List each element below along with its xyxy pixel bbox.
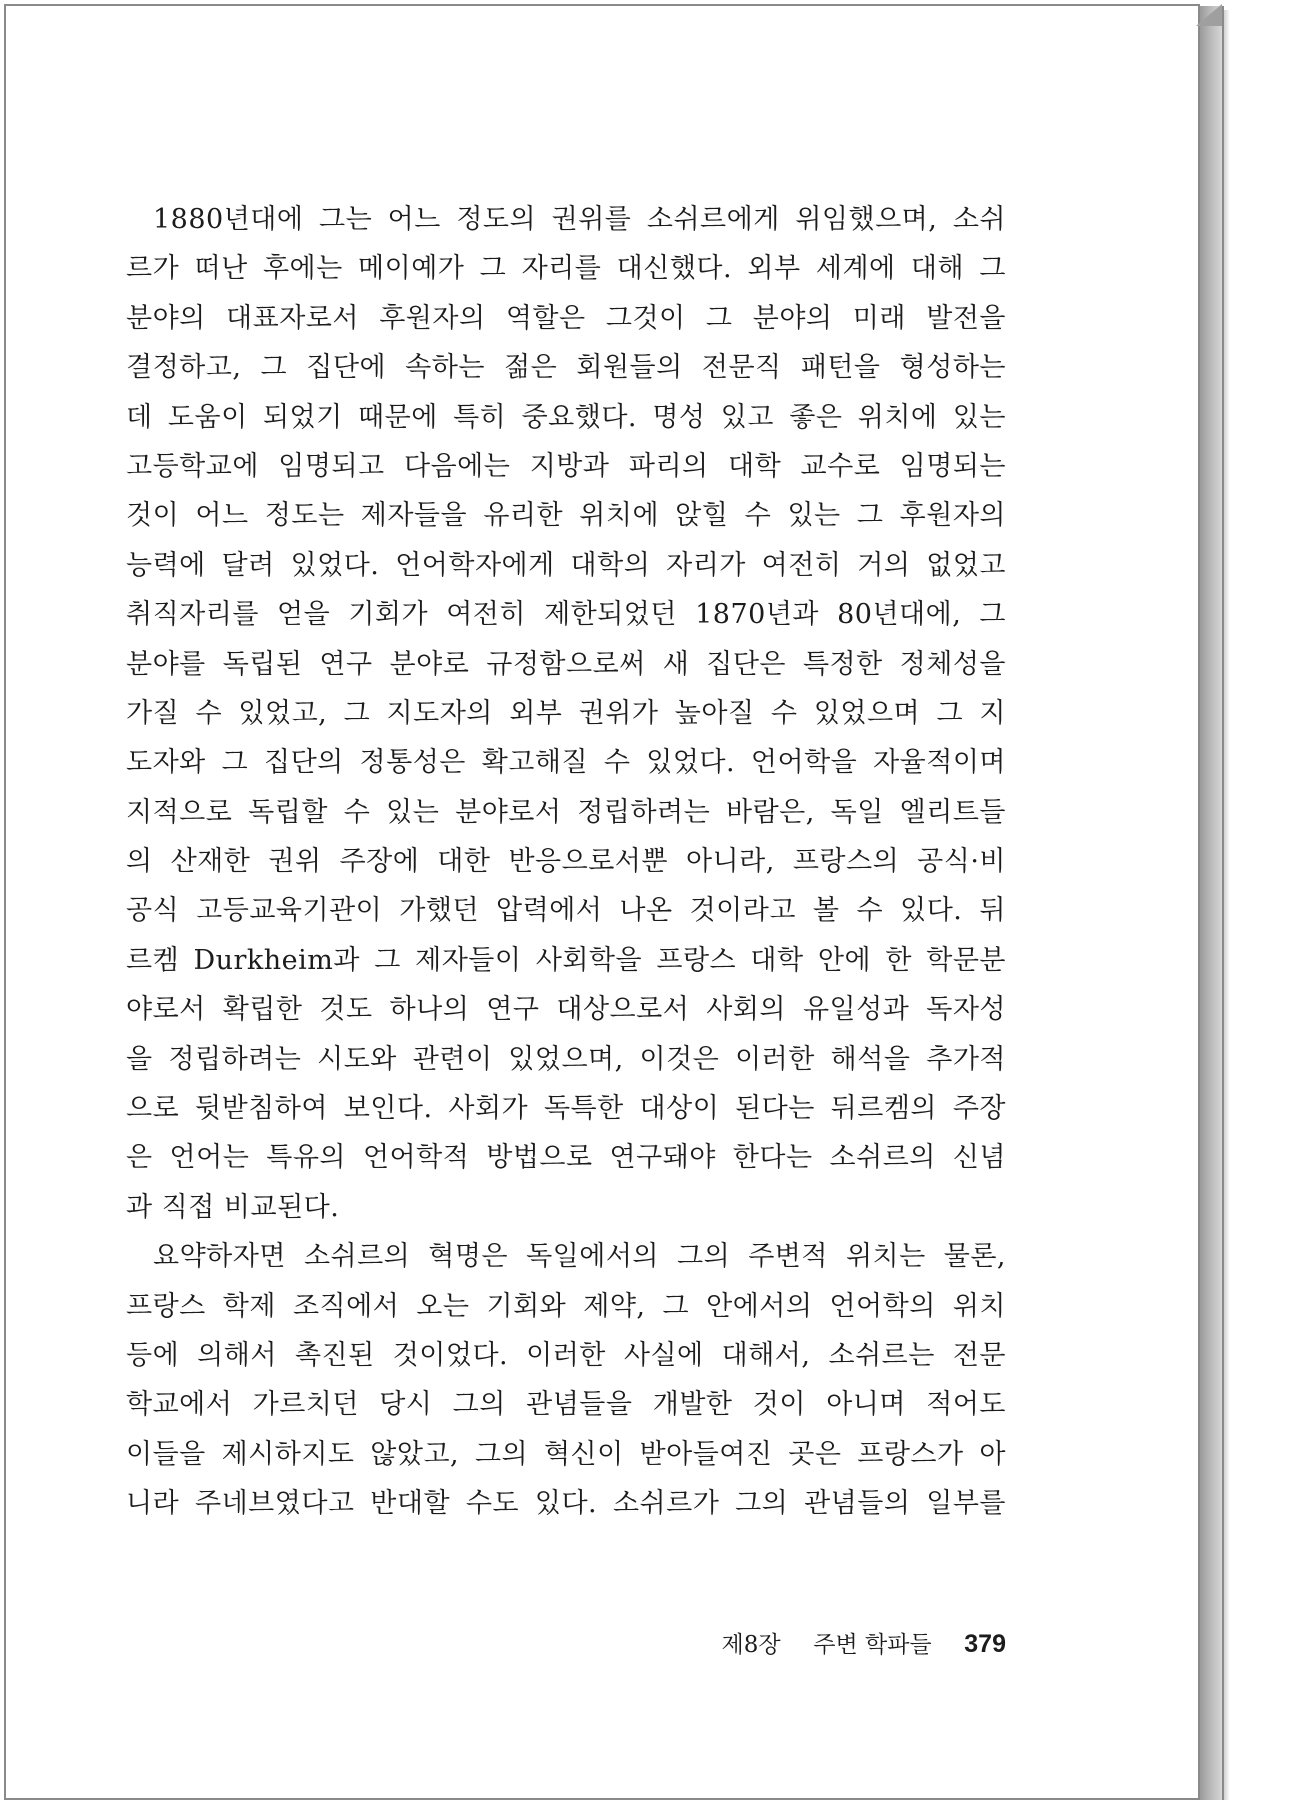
text-line: 등에 의해서 촉진된 것이었다. 이러한 사실에 대해서, 소쉬르는 전문	[126, 1339, 1006, 1371]
text-line: 공식 고등교육기관이 가했던 압력에서 나온 것이라고 볼 수 있다. 뒤	[126, 895, 1006, 927]
text-line: 은 언어는 특유의 언어학적 방법으로 연구돼야 한다는 소쉬르의 신념	[126, 1142, 1006, 1174]
paragraph-1	[126, 195, 1006, 1232]
text-line: 요약하자면 소쉬르의 혁명은 독일에서의 그의 주변적 위치는 물론,	[153, 1241, 1006, 1273]
text-line: 분야의 대표자로서 후원자의 역할은 그것이 그 분야의 미래 발전을	[126, 302, 1006, 334]
text-line: 이들을 제시하지도 않았고, 그의 혁신이 받아들여진 곳은 프랑스가 아	[126, 1438, 1006, 1470]
text-line: 을 정립하려는 시도와 관련이 있었으며, 이것은 이러한 해석을 추가적	[126, 1043, 1006, 1075]
text-line: 니라 주네브였다고 반대할 수도 있다. 소쉬르가 그의 관념들의 일부를	[126, 1488, 1006, 1520]
text-line: 으로 뒷받침하여 보인다. 사회가 독특한 대상이 된다는 뒤르켐의 주장	[126, 1093, 1006, 1125]
text-line: 의 산재한 권위 주장에 대한 반응으로서뿐 아니라, 프랑스의 공식·비	[126, 846, 1006, 878]
text-line: 도자와 그 집단의 정통성은 확고해질 수 있었다. 언어학을 자율적이며	[126, 747, 1006, 779]
text-line: 분야를 독립된 연구 분야로 규정함으로써 새 집단은 특정한 정체성을	[126, 648, 1006, 680]
page-shadow	[1224, 10, 1230, 1800]
text-line: 지적으로 독립할 수 있는 분야로서 정립하려는 바람은, 독일 엘리트들	[126, 796, 1006, 828]
text-line: 르가 떠난 후에는 메이예가 그 자리를 대신했다. 외부 세계에 대해 그	[126, 253, 1006, 285]
page-corner-fold	[1196, 4, 1222, 26]
text-line: 1880년대에 그는 어느 정도의 권위를 소쉬르에게 위임했으며, 소쉬	[153, 204, 1006, 235]
body-text	[126, 195, 1006, 1529]
text-line: 취직자리를 얻을 기회가 여전히 제한되었던 1870년과 80년대에, 그	[126, 599, 1006, 631]
text-line: 프랑스 학제 조직에서 오는 기회와 제약, 그 안에서의 언어학의 위치	[126, 1290, 1006, 1322]
text-line: 과 직접 비교된다.	[126, 1191, 340, 1223]
page-stack-edge	[1200, 6, 1224, 1800]
paragraph-2	[126, 1232, 1006, 1528]
text-line: 가질 수 있었고, 그 지도자의 외부 권위가 높아질 수 있었으며 그 지	[126, 697, 1006, 729]
text-line: 것이 어느 정도는 제자들을 유리한 위치에 앉힐 수 있는 그 후원자의	[126, 500, 1006, 532]
text-line: 결정하고, 그 집단에 속하는 젊은 회원들의 전문직 패턴을 형성하는	[126, 352, 1006, 384]
text-line: 고등학교에 임명되고 다음에는 지방과 파리의 대학 교수로 임명되는	[126, 450, 1006, 482]
text-line: 학교에서 가르치던 당시 그의 관념들을 개발한 것이 아니며 적어도	[126, 1389, 1006, 1421]
text-line: 능력에 달려 있었다. 언어학자에게 대학의 자리가 여전히 거의 없었고	[126, 549, 1006, 581]
text-line: 데 도움이 되었기 때문에 특히 중요했다. 명성 있고 좋은 위치에 있는	[126, 401, 1006, 433]
chapter-title: 주변 학파들	[813, 1632, 932, 1658]
page-footer	[722, 1626, 1006, 1659]
text-line: 야로서 확립한 것도 하나의 연구 대상으로서 사회의 유일성과 독자성	[126, 994, 1006, 1026]
chapter-label: 제8장	[721, 1632, 781, 1658]
text-line: 르켐 Durkheim과 그 제자들이 사회학을 프랑스 대학 안에 한 학문분	[126, 944, 1006, 976]
page-number: 379	[964, 1630, 1006, 1658]
